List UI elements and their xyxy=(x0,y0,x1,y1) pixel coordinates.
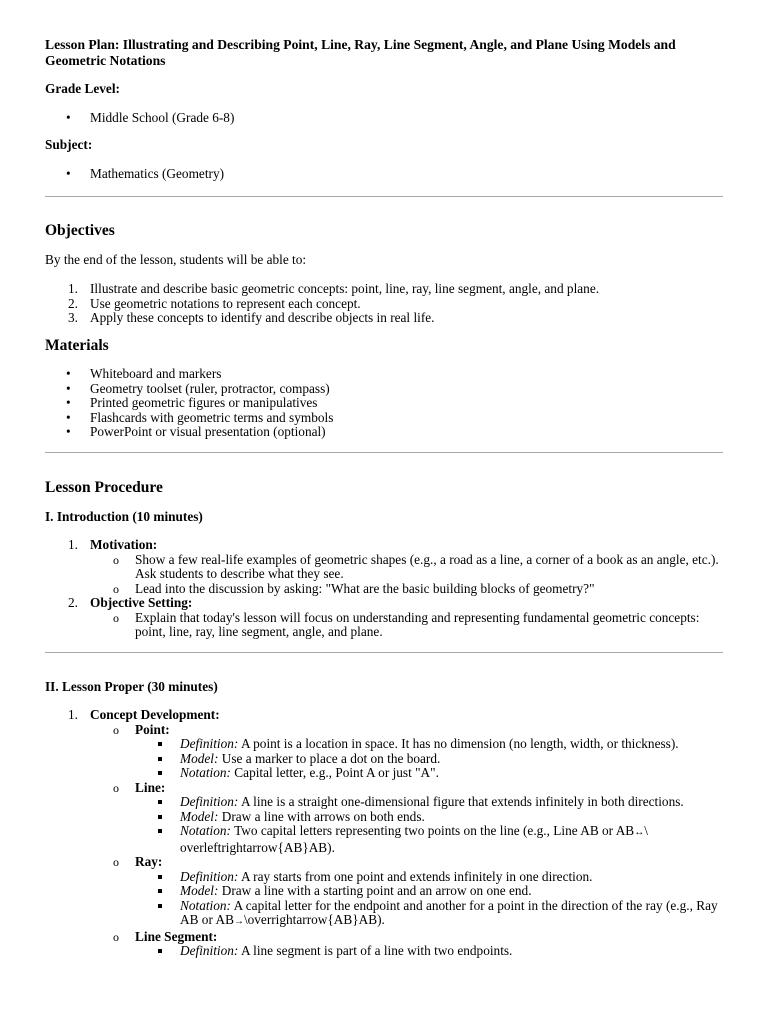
list-item: o Ray: xyxy=(113,854,163,869)
procedure-heading: Lesson Procedure xyxy=(45,479,163,496)
list-item: o Line: xyxy=(113,779,166,795)
grade-level-list xyxy=(45,111,723,126)
list-item: • Mathematics (Geometry) xyxy=(45,167,723,182)
objectives-intro: By the end of the lesson, students will be able to: xyxy=(45,252,307,267)
grade-level-label: Grade Level: xyxy=(45,81,120,96)
materials-list xyxy=(45,367,723,440)
divider xyxy=(45,196,723,197)
line-label: Line: xyxy=(135,779,166,795)
list-item: • Printed geometric figures or manipulatives xyxy=(45,396,723,411)
introduction-list xyxy=(45,538,723,553)
introduction-section xyxy=(45,538,723,640)
list-item: 3. Apply these concepts to identify and describe objects in real life. xyxy=(68,310,435,325)
right-arrow-icon: → xyxy=(233,916,244,927)
objectives-list xyxy=(45,282,723,326)
list-item: 1. Concept Development: xyxy=(68,707,220,722)
lesson-proper-section xyxy=(45,708,723,959)
list-item: o Show a few real-life examples of geometric shapes (e.g., a road as a line, a corner of a book as an angle, etc.). Ask students to describe what they see. xyxy=(113,551,719,581)
list-item: • Geometry toolset (ruler, protractor, compass) xyxy=(45,382,723,397)
divider xyxy=(45,652,723,653)
list-item: • Middle School (Grade 6-8) xyxy=(45,111,723,126)
list-item: 1. Illustrate and describe basic geometric concepts: point, line, ray, line segment, angle, and plane. xyxy=(68,281,600,296)
list-item: 2. Use geometric notations to represent each concept. xyxy=(68,295,361,311)
list-item: Definition: A ray starts from one point and extends infinitely in one direction. xyxy=(45,870,723,885)
ray-details xyxy=(45,870,723,930)
objectives-heading: Objectives xyxy=(45,222,115,239)
list-item: 1. Motivation: xyxy=(68,537,158,552)
point-details xyxy=(45,737,723,781)
list-item: Definition: A line segment is part of a line with two endpoints. xyxy=(45,944,723,959)
list-item: Model: Draw a line with a starting point and an arrow on one end. xyxy=(45,884,723,899)
list-item: 2. Objective Setting: xyxy=(68,595,193,610)
introduction-heading: I. Introduction (10 minutes) xyxy=(45,509,203,524)
list-item: o Explain that today's lesson will focus on understanding and representing fundamental geometric concepts: point, line, ray, line segment, angle, and plane. xyxy=(113,609,700,639)
lesson-proper-heading: II. Lesson Proper (30 minutes) xyxy=(45,679,218,694)
list-item: Notation: Two capital letters representing two points on the line (e.g., Line AB or AB↔\ overleftrightarrow{AB}AB). xyxy=(45,824,723,855)
double-arrow-icon: ↔ xyxy=(634,827,645,838)
list-item: o Point: xyxy=(113,721,170,737)
list-item: Definition: A line is a straight one-dimensional figure that extends infinitely in both directions. xyxy=(45,795,723,810)
list-item: Definition: A point is a location in space. It has no dimension (no length, width, or thickness). xyxy=(45,737,723,752)
objective-setting-list xyxy=(45,611,723,640)
page-title: Lesson Plan: Illustrating and Describing Point, Line, Ray, Line Segment, Angle, and Plane Using Models and Geometric Notations xyxy=(45,37,676,68)
motivation-label: Motivation: xyxy=(90,537,158,552)
line-segment-details xyxy=(45,944,723,959)
materials-heading: Materials xyxy=(45,337,109,354)
list-item: Model: Draw a line with arrows on both ends. xyxy=(45,810,723,825)
divider xyxy=(45,452,723,453)
line-details xyxy=(45,795,723,855)
subject-list xyxy=(45,167,723,182)
concept-development-label: Concept Development: xyxy=(90,707,220,722)
list-item: o Lead into the discussion by asking: "What are the basic building blocks of geometry?" xyxy=(113,580,595,596)
line-segment-label: Line Segment: xyxy=(135,928,218,944)
list-item: • PowerPoint or visual presentation (optional) xyxy=(45,425,723,440)
list-item: • Flashcards with geometric terms and symbols xyxy=(45,411,723,426)
list-item: Model: Use a marker to place a dot on the board. xyxy=(45,752,723,767)
list-item: Notation: A capital letter for the endpoint and another for a point in the direction of the ray (e.g., Ray AB or AB→\overrightarrow{AB}AB). xyxy=(45,899,723,930)
point-label: Point: xyxy=(135,721,170,737)
list-item: • Whiteboard and markers xyxy=(45,367,723,382)
subject-label: Subject: xyxy=(45,137,93,152)
motivation-list xyxy=(45,553,723,597)
list-item: Notation: Capital letter, e.g., Point A or just "A". xyxy=(45,766,723,781)
objective-setting-label: Objective Setting: xyxy=(90,595,193,610)
list-item: o Line Segment: xyxy=(113,928,218,944)
ray-label: Ray: xyxy=(135,854,163,869)
